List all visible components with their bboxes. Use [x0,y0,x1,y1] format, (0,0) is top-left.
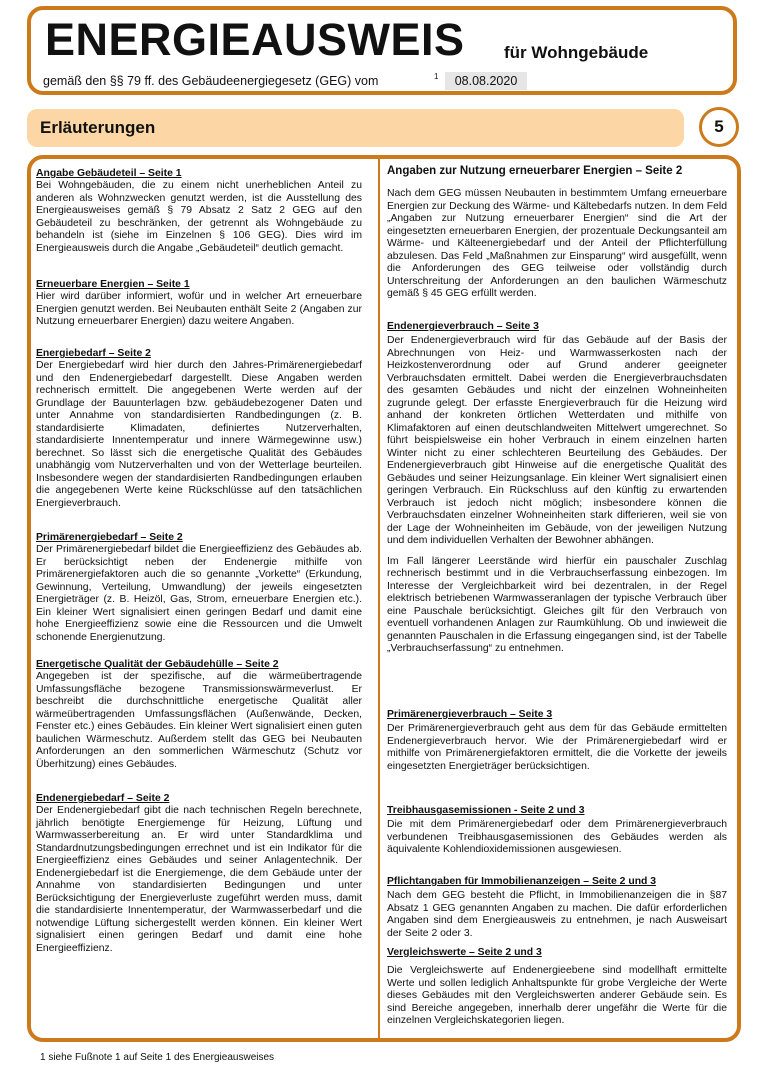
section-text: Der Energiebedarf wird hier durch den Jahres-Primärenergiebedarf und den Endenergiebedarf dargestellt. Diese Angaben werden rechnerisch ermittelt. Die angegebenen Werte werden auf der Grundlage der Bauunterlagen bzw. gebäudebezogener Daten und unter Annahme von standardisierten Randbedingungen (z. B. standardisierte Klimadaten, definiertes Nutzerverhalten, standardisierte Innentemperatur und innere Wärmegewinne usw.) berechnet. So lässt sich die energetische Qualität des Gebäudes unabhängig vom Nutzerverhalten und von der Wetterlage beurteilen. Insbesondere wegen der standardisierten Randbedingungen erlauben die angegebenen Werte keine Rückschlüsse auf den tatsächlichen Energieverbrauch. [36,360,362,509]
document-subtitle: gemäß den §§ 79 ff. des Gebäudeenergiegesetz (GEG) vom [43,74,379,88]
section-heading: Primärenergiebedarf – Seite 2 [36,532,183,543]
section-text: Der Primärenergiebedarf bildet die Energieeffizienz des Gebäudes ab. Er berücksichtigt neben der Endenergie mithilfe von Primärenergiefaktoren auch die so genannte „Vorkette“ (Erkundung, Gewinnung, Verteilung, Umwandlung) der jeweils eingesetzten Energieträger (z. B. Heizöl, Gas, Strom, erneuerbare Energien etc.). Ein kleiner Wert signalisiert einen geringen Bedarf und damit eine hohe Energieeffizienz sowie eine die Ressourcen und die Umwelt schonende Energienutzung. [36,544,362,643]
section-text: Die Vergleichswerte auf Endenergieebene sind modellhaft ermittelte Werte und sollen lediglich Anhaltspunkte für grobe Vergleiche der Werte dieses Gebäudes mit den Vergleichswerten anderer Gebäude sein. Es sind Bereiche angegeben, innerhalb derer ungefähr die Werte für die einzelnen Vergleichskategorien liegen. [387,965,727,1026]
section-heading: Primärenergieverbrauch – Seite 3 [387,709,553,720]
section-title: Erläuterungen [40,118,156,137]
header-box [27,6,737,95]
section-heading: Endenergiebedarf – Seite 2 [36,793,170,804]
section-heading: Treibhausgasemissionen - Seite 2 und 3 [387,805,585,816]
footnote-reference: 1 [434,72,439,81]
date-field[interactable]: 08.08.2020 [445,72,527,90]
section-text: Hier wird darüber informiert, wofür und in welcher Art erneuerbare Energien genutzt werden. Bei Neubauten enthält Seite 2 (Angaben zur Nutzung erneuerbarer Energien) dazu weitere Angaben. [36,291,362,327]
section-heading: Pflichtangaben für Immobilienanzeigen – Seite 2 und 3 [387,876,657,887]
explanations-box [27,155,741,1042]
section-gebaeudeteil [36,167,362,278]
section-heading: Angaben zur Nutzung erneuerbarer Energien – Seite 2 [387,165,683,177]
section-text: Angegeben ist der spezifische, auf die wärmeübertragende Umfassungsfläche bezogene Transmissionswärmeverlust. Er beschreibt die durchschnittliche energetische Qualität aller wärmeübertragenden Umfassungsflächen (Außenwände, Decken, Fenster etc.) eines Gebäudes. Ein kleiner Wert signalisiert einen guten baulichen Wärmeschutz. Außerdem stellt das GEG bei Neubauten Anforderungen an den sommerlichen Wärmeschutz (Schutz vor Überhitzung) eines Gebäudes. [36,671,362,770]
section-heading: Angabe Gebäudeteil – Seite 1 [36,168,182,179]
section-erneuerbare-energien [36,278,362,347]
column-divider [378,159,380,1038]
section-heading: Energiebedarf – Seite 2 [36,348,151,359]
footnote: 1 siehe Fußnote 1 auf Seite 1 des Energieausweises [40,1052,275,1063]
section-text: Der Endenergieverbrauch wird für das Gebäude auf der Basis der Abrechnungen von Heiz- und Warmwasserkosten nach der Heizkostenverordnung oder auf Grund anderer geeigneter Verbrauchsdaten ermittelt. Dabei werden die Energieverbrauchsdaten des gesamten Gebäudes und nicht der einzelnen Wohneinheiten zugrunde gelegt. Der erfasste Energieverbrauch für die Heizung wird anhand der konkreten örtlichen Wetterdaten und mithilfe von Klimafaktoren auf einen deutschlandweiten Mittelwert umgerechnet. So führt beispielsweise ein hoher Verbrauch in einem einzelnen harten Winter nicht zu einer schlechteren Beurteilung des Gebäudes. Der Endenergieverbrauch gibt Hinweise auf die energetische Qualität des Gebäudes und seiner Heizungsanlage. Ein kleiner Wert signalisiert einen geringen Verbrauch. Ein Rückschluss auf den künftig zu erwartenden Verbrauch ist jedoch nicht möglich; insbesondere können die Verbrauchsdaten einzelner Wohneinheiten stark differieren, weil sie von der Lage der Wohneinheiten im Gebäude, von der jeweiligen Nutzung und dem individuellen Verhalten der Bewohner abhängen. [387,335,727,546]
left-column [36,167,362,955]
right-column [387,165,727,1028]
section-primaerenergieverbrauch [387,708,727,804]
section-text: Der Endenergiebedarf gibt die nach technischen Regeln berechnete, jährlich benötigte Energiemenge für Heizung, Lüftung und Warmwasserbereitung an. Er wird unter Standardklima und Standardnutzungsbedingungen errechnet und ist ein Indikator für die Energieeffizienz eines Gebäudes und seiner Anlagentechnik. Der Endenergiebedarf ist die Energiemenge, die dem Gebäude unter der Annahme von standardisierten Bedingungen und unter Berücksichtigung der Energieverluste zugeführt werden muss, damit die standardisierte Innentemperatur, der Warmwasserbedarf und die notwendige Lüftung sichergestellt werden können. Ein kleiner Wert signalisiert einen geringen Bedarf und damit eine hohe Energieeffizienz. [36,805,362,954]
section-primaerenergiebedarf [36,531,362,658]
document-title: ENERGIEAUSWEIS [45,14,465,65]
section-gebaeudehuelle [36,658,362,792]
document-title-suffix: für Wohngebäude [504,43,649,62]
section-pflichtangaben [387,875,727,946]
section-heading: Vergleichswerte – Seite 2 und 3 [387,947,542,958]
page-number-badge: 5 [699,107,739,147]
section-text: Bei Wohngebäuden, die zu einem nicht unerheblichen Anteil zu anderen als Wohnzwecken genutzt werden, ist die Ausstellung des Energieausweises gemäß § 79 Absatz 2 Satz 2 GEG auf den Gebäudeteil zu beschränken, der getrennt als Wohngebäude zu behandeln ist (siehe im Einzelnen § 106 GEG). Dies wird im Energieausweis durch die Angabe „Gebäudeteil“ deutlich gemacht. [36,180,362,254]
section-endenergieverbrauch [387,320,727,708]
section-title-bar [27,109,684,147]
section-heading: Endenergieverbrauch – Seite 3 [387,321,539,332]
section-vergleichswerte [387,946,727,1028]
section-nutzung-erneuerbarer-energien [387,165,727,320]
section-text-continued: Im Fall längerer Leerstände wird hierfür ein pauschaler Zuschlag rechnerisch bestimmt und in die Verbrauchserfassung einbezogen. Im Interesse der Vergleichbarkeit wird bei dezentralen, in der Regel elektrisch betriebenen Warmwasseranlagen der typische Verbrauch über eine Pauschale berücksichtigt. Gleiches gilt für den Verbrauch von eventuell vorhandenen Anlagen zur Raumkühlung. Ob und inwieweit die genannten Pauschalen in die Erfassung eingegangen sind, ist der Tabelle „Verbrauchserfassung“ zu entnehmen. [387,555,727,654]
section-heading: Energetische Qualität der Gebäudehülle – Seite 2 [36,659,279,670]
section-text: Die mit dem Primärenergiebedarf oder dem Primärenergieverbrauch verbundenen Treibhausgasemissionen des Gebäudes werden als äquivalente Kohlendioxidemissionen ausgewiesen. [387,819,727,855]
section-treibhausgasemissionen [387,804,727,875]
section-endenergiebedarf [36,792,362,955]
section-text: Nach dem GEG müssen Neubauten in bestimmtem Umfang erneuerbare Energien zur Deckung des Wärme- und Kältebedarfs nutzen. In dem Feld „Angaben zur Nutzung erneuerbarer Energien“ sind die Art der eingesetzten erneuerbaren Energien, der prozentuale Deckungsanteil am Wärme- und Kälteenergiebedarf und der Anteil der Pflichterfüllung abzulesen. Das Feld „Maßnahmen zur Einsparung“ wird ausgefüllt, wenn die Anforderungen des GEG teilweise oder vollständig durch Unterschreitung der Anforderungen an den baulichen Wärmeschutz gemäß § 45 GEG erfüllt werden. [387,188,727,299]
section-text: Nach dem GEG besteht die Pflicht, in Immobilienanzeigen die in §87 Absatz 1 GEG genannten Angaben zu machen. Die dafür erforderlichen Angaben sind dem Energieausweis zu entnehmen, je nach Ausweisart der Seite 2 oder 3. [387,890,727,939]
section-text: Der Primärenergieverbrauch geht aus dem für das Gebäude ermittelten Endenergieverbrauch hervor. Wie der Primärenergiebedarf wird er mithilfe von Primärenergiefaktoren ermittelt, die die Vorkette der jeweils eingesetzten Energieträger berücksichtigen. [387,723,727,772]
section-heading: Erneuerbare Energien – Seite 1 [36,279,190,290]
section-energiebedarf [36,347,362,531]
